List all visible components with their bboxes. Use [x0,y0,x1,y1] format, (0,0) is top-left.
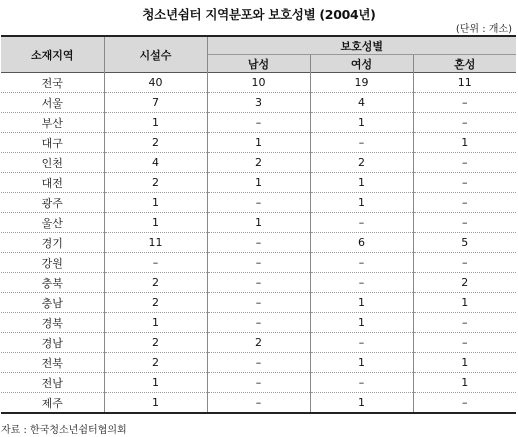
cell-facilities: 1 [104,393,207,414]
cell-region: 충남 [1,293,104,313]
shelter-distribution-table [1,35,516,414]
table-row [1,93,516,113]
header-facilities: 시설수 [104,36,207,73]
cell-male: 1 [207,133,310,153]
table-row [1,193,516,213]
cell-mixed: – [413,153,516,173]
header-female: 여성 [310,55,413,73]
cell-region: 울산 [1,213,104,233]
table-row [1,273,516,293]
cell-facilities: 40 [104,73,207,93]
cell-mixed: – [413,213,516,233]
cell-mixed: – [413,93,516,113]
cell-female: 1 [310,353,413,373]
cell-male: 1 [207,173,310,193]
cell-female: 1 [310,293,413,313]
cell-male: – [207,373,310,393]
table-row [1,133,516,153]
cell-facilities: 2 [104,133,207,153]
cell-male: 2 [207,333,310,353]
cell-region: 인천 [1,153,104,173]
cell-male: – [207,353,310,373]
cell-male: 3 [207,93,310,113]
table-row [1,173,516,193]
cell-region: 충북 [1,273,104,293]
cell-facilities: 1 [104,313,207,333]
cell-mixed: – [413,193,516,213]
cell-region: 대구 [1,133,104,153]
cell-region: 광주 [1,193,104,213]
cell-mixed: 1 [413,133,516,153]
cell-mixed: – [413,313,516,333]
cell-region: 제주 [1,393,104,414]
table-row [1,153,516,173]
table-row [1,73,516,93]
cell-region: 전북 [1,353,104,373]
table-row [1,233,516,253]
cell-region: 대전 [1,173,104,193]
cell-region: 경남 [1,333,104,353]
cell-mixed: 1 [413,353,516,373]
cell-facilities: 2 [104,333,207,353]
header-gender-group: 보호성별 [207,36,516,55]
header-male: 남성 [207,55,310,73]
cell-female: 19 [310,73,413,93]
cell-region: 경북 [1,313,104,333]
cell-female: – [310,373,413,393]
cell-mixed: – [413,333,516,353]
cell-facilities: 2 [104,353,207,373]
cell-male: – [207,393,310,414]
header-mixed: 혼성 [413,55,516,73]
cell-mixed: 1 [413,373,516,393]
cell-facilities: 2 [104,293,207,313]
table-row [1,253,516,273]
cell-male: 1 [207,213,310,233]
table-row [1,393,516,414]
cell-region: 경기 [1,233,104,253]
unit-note: (단위 : 개소) [455,24,512,35]
table-row [1,373,516,393]
cell-male: – [207,293,310,313]
cell-facilities: 1 [104,213,207,233]
cell-facilities: 4 [104,153,207,173]
cell-facilities: 7 [104,93,207,113]
cell-mixed: – [413,393,516,414]
cell-mixed: 5 [413,233,516,253]
cell-male: 2 [207,153,310,173]
source-note: 자료 : 한국청소년쉼터협의회 [1,425,127,436]
cell-region: 전국 [1,73,104,93]
cell-mixed: 11 [413,73,516,93]
cell-female: 1 [310,193,413,213]
cell-facilities: 2 [104,273,207,293]
cell-mixed: – [413,113,516,133]
cell-female: 4 [310,93,413,113]
cell-mixed: – [413,173,516,193]
cell-facilities: 2 [104,173,207,193]
cell-facilities: 1 [104,373,207,393]
cell-facilities: – [104,253,207,273]
cell-female: 6 [310,233,413,253]
cell-female: 1 [310,393,413,414]
cell-female: 1 [310,113,413,133]
cell-female: – [310,333,413,353]
cell-female: – [310,133,413,153]
cell-female: – [310,273,413,293]
table-title: 청소년쉼터 지역분포와 보호성별 (2004년) [142,7,376,22]
cell-male: – [207,273,310,293]
cell-male: – [207,113,310,133]
cell-mixed: 1 [413,293,516,313]
cell-facilities: 1 [104,113,207,133]
cell-mixed: 2 [413,273,516,293]
table-row [1,353,516,373]
cell-male: – [207,253,310,273]
cell-male: 10 [207,73,310,93]
cell-female: 2 [310,153,413,173]
table-row [1,213,516,233]
cell-region: 강원 [1,253,104,273]
cell-female: 1 [310,313,413,333]
cell-male: – [207,313,310,333]
cell-facilities: 11 [104,233,207,253]
cell-facilities: 1 [104,193,207,213]
cell-male: – [207,233,310,253]
table-row [1,333,516,353]
table-row [1,313,516,333]
table-row [1,113,516,133]
cell-region: 부산 [1,113,104,133]
cell-female: – [310,253,413,273]
cell-mixed: – [413,253,516,273]
cell-region: 전남 [1,373,104,393]
cell-female: 1 [310,173,413,193]
table-row [1,293,516,313]
header-region: 소재지역 [1,36,104,73]
cell-male: – [207,193,310,213]
cell-region: 서울 [1,93,104,113]
cell-female: – [310,213,413,233]
table-body [1,73,516,414]
